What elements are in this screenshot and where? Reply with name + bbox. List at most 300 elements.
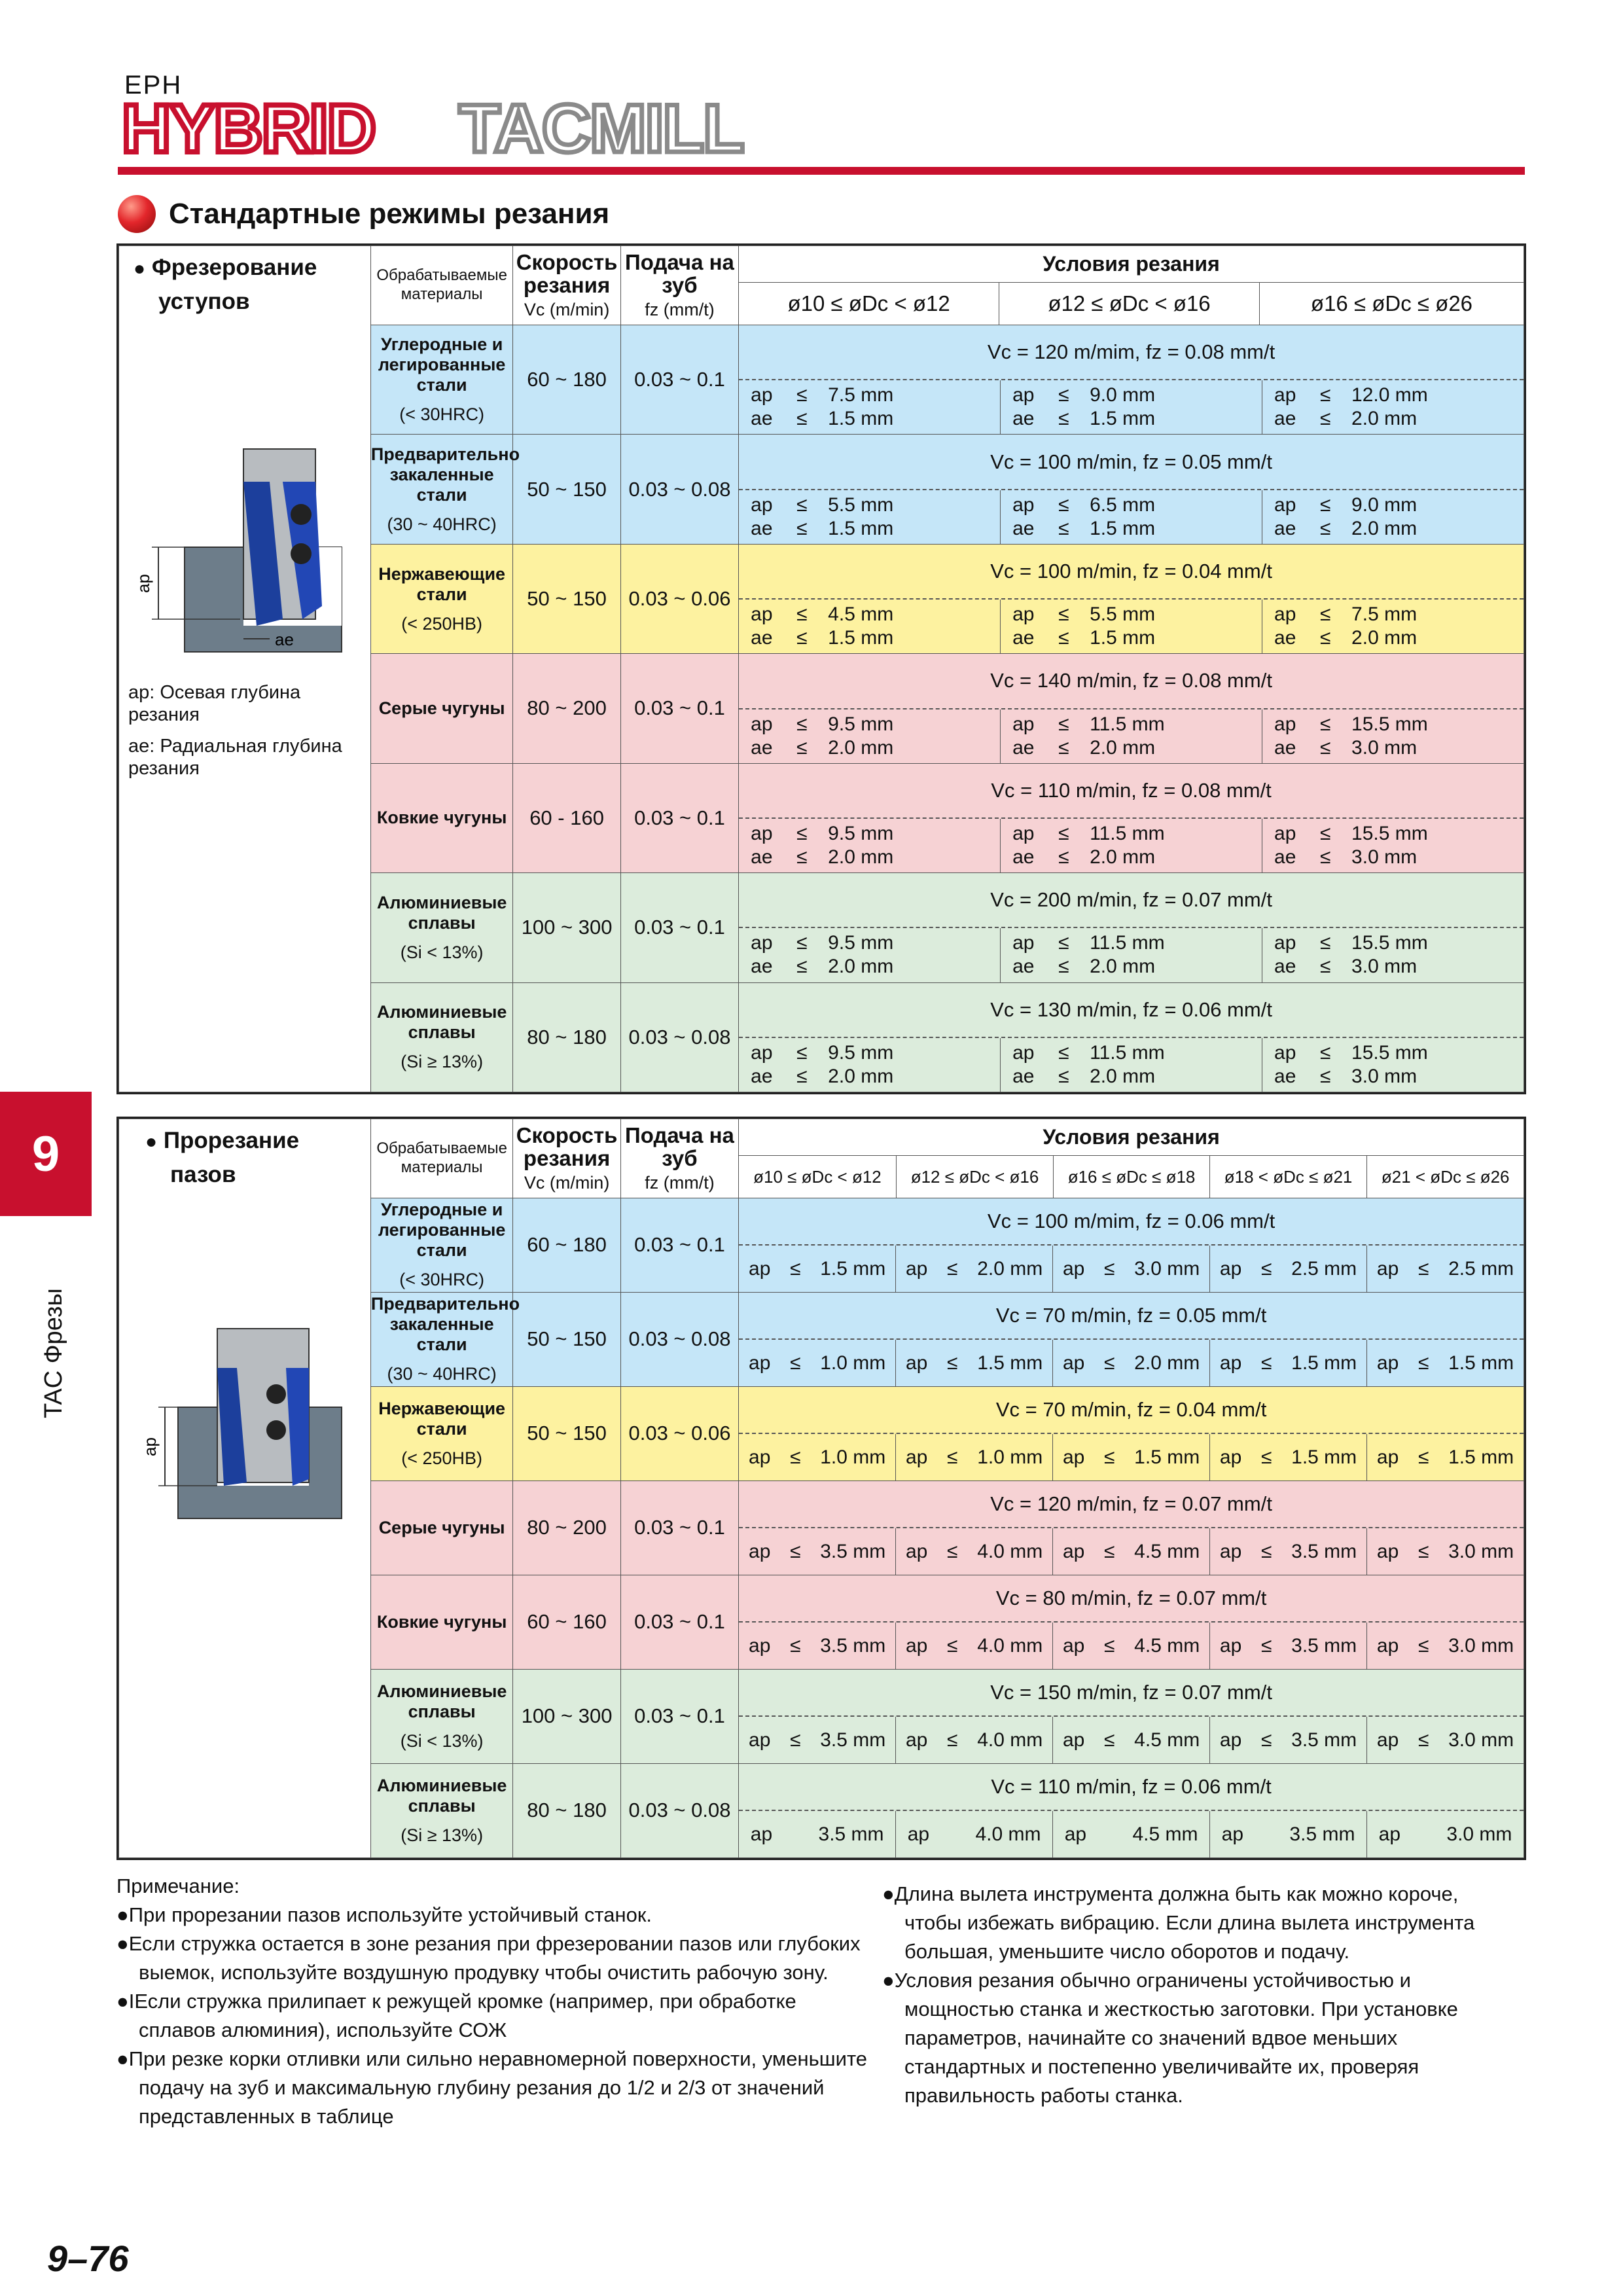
condition-text: Vc = 120 m/min, fz = 0.07 mm/t — [739, 1481, 1524, 1529]
depth-value: 3.0 mm — [1351, 846, 1418, 869]
material-name: Углеродные и легированные стали — [378, 334, 506, 395]
depth-value: 2.5 mm — [1448, 1257, 1514, 1280]
depth-value: 4.0 mm — [977, 1729, 1043, 1751]
le-sign: ≤ — [1058, 823, 1069, 845]
material-hardness: (Si ≥ 13%) — [401, 1825, 484, 1845]
material-cell — [370, 1763, 513, 1857]
depth-cell — [1366, 1434, 1524, 1480]
depth-symbol: ap — [749, 1352, 771, 1374]
depth-value: 11.5 mm — [1090, 932, 1165, 954]
section-heading — [118, 191, 609, 237]
svg-text:ap: ap — [140, 1437, 160, 1456]
depth-cell — [895, 1623, 1052, 1669]
depth-cell — [1366, 1528, 1524, 1575]
depth-symbol: ap — [749, 1257, 771, 1280]
condition-text: Vc = 70 m/min, fz = 0.05 mm/t — [739, 1293, 1524, 1340]
depth-symbol: ap — [751, 493, 773, 516]
depth-cell — [1366, 1623, 1524, 1669]
slot-illustration-cell — [119, 1119, 371, 1858]
depth-value: 4.5 mm — [1134, 1634, 1200, 1657]
depth-cell — [1052, 1340, 1209, 1386]
speed-cell: 50 ~ 150 — [513, 544, 620, 653]
depth-value: 1.5 mm — [828, 627, 894, 649]
depth-cell — [1262, 709, 1524, 763]
depth-value: 3.5 mm — [1289, 1823, 1355, 1845]
feed-cell: 0.03 ~ 0.06 — [620, 544, 738, 653]
depth-value: 1.5 mm — [977, 1352, 1043, 1374]
depth-symbol: ae — [1012, 627, 1035, 649]
depth-cell — [739, 600, 1000, 653]
material-hardness: (< 250HB) — [401, 1448, 483, 1468]
le-sign: ≤ — [1320, 956, 1331, 978]
depth-symbol: ae — [1274, 736, 1296, 759]
depth-value: 5.5 mm — [828, 493, 894, 516]
feed-cell: 0.03 ~ 0.1 — [620, 1669, 738, 1763]
depth-value: 1.0 mm — [820, 1352, 886, 1374]
depth-value: 6.5 mm — [1090, 493, 1156, 516]
le-sign: ≤ — [796, 1065, 808, 1087]
feed-cell: 0.03 ~ 0.1 — [620, 325, 738, 435]
material-name: Предварительно закаленные стали — [370, 444, 520, 505]
shoulder-milling-table — [116, 243, 1526, 1094]
le-sign: ≤ — [1418, 1257, 1429, 1280]
depth-value: 15.5 mm — [1351, 713, 1428, 735]
feed-cell: 0.03 ~ 0.1 — [620, 763, 738, 872]
depth-value: 1.0 mm — [977, 1446, 1043, 1468]
depth-cell — [739, 1434, 895, 1480]
le-sign: ≤ — [796, 1041, 808, 1064]
depth-value: 2.0 mm — [828, 956, 894, 978]
depth-value: 2.0 mm — [828, 846, 894, 869]
material-name: Углеродные и легированные стали — [378, 1200, 506, 1261]
depth-cell — [895, 1528, 1052, 1575]
depth-symbol: ap — [1274, 932, 1296, 954]
depth-value: 2.0 mm — [1090, 1065, 1156, 1087]
depth-value: 3.5 mm — [820, 1540, 886, 1562]
le-sign: ≤ — [1320, 408, 1331, 430]
speed-cell: 50 ~ 150 — [513, 435, 620, 544]
depth-value: 15.5 mm — [1351, 823, 1428, 845]
feed-cell: 0.03 ~ 0.08 — [620, 982, 738, 1092]
slotting-table — [116, 1117, 1526, 1860]
material-cell — [370, 1292, 520, 1386]
le-sign: ≤ — [1320, 384, 1331, 406]
condition-text: Vc = 100 m/min, fz = 0.05 mm/t — [739, 435, 1524, 490]
speed-cell: 100 ~ 300 — [513, 1669, 620, 1763]
depth-cell — [1262, 1038, 1524, 1092]
depth-cell — [1000, 600, 1262, 653]
depth-cell — [1262, 380, 1524, 434]
feed-cell: 0.03 ~ 0.1 — [620, 1480, 738, 1575]
depth-value: 15.5 mm — [1351, 932, 1428, 954]
depth-cell — [1000, 490, 1262, 544]
material-cell — [370, 1575, 513, 1669]
depth-value: 1.5 mm — [828, 408, 894, 430]
depth-cell — [1262, 600, 1524, 653]
depth-value: 11.5 mm — [1090, 713, 1165, 735]
condition-text: Vc = 200 m/min, fz = 0.07 mm/t — [739, 873, 1524, 928]
depth-cell — [739, 819, 1000, 872]
depth-symbol: ap — [907, 1823, 930, 1845]
material-cell — [370, 1198, 513, 1292]
conditions-cell — [739, 1763, 1524, 1857]
material-cell — [370, 544, 513, 653]
depth-cell — [1000, 819, 1262, 872]
material-cell — [370, 763, 513, 872]
depth-value: 2.0 mm — [1090, 956, 1156, 978]
range-header: ø10 ≤ øDc < ø12 — [739, 283, 999, 325]
le-sign: ≤ — [1260, 1352, 1272, 1374]
conditions-cell — [739, 1386, 1524, 1480]
notes-heading: Примечание: — [116, 1874, 240, 1897]
depth-symbol: ap — [1219, 1540, 1242, 1562]
depth-value: 2.0 mm — [977, 1257, 1043, 1280]
conditions-cell — [739, 1292, 1524, 1386]
le-sign: ≤ — [1058, 408, 1069, 430]
notes-left — [116, 1872, 869, 2131]
depth-value: 2.0 mm — [1134, 1352, 1200, 1374]
depth-symbol: ap — [1274, 384, 1296, 406]
depth-value: 7.5 mm — [1351, 603, 1418, 626]
le-sign: ≤ — [1104, 1257, 1115, 1280]
depth-cell — [895, 1811, 1052, 1857]
le-sign: ≤ — [1320, 932, 1331, 954]
le-sign: ≤ — [1058, 713, 1069, 735]
header-rule — [118, 167, 1525, 175]
depth-cell — [739, 1623, 895, 1669]
page-number: 9–76 — [47, 2238, 129, 2279]
feed-cell: 0.03 ~ 0.08 — [620, 1292, 738, 1386]
depth-value: 15.5 mm — [1351, 1041, 1428, 1064]
depth-value: 1.5 mm — [1134, 1446, 1200, 1468]
depth-cell — [739, 1811, 895, 1857]
depth-cell — [1052, 1246, 1209, 1292]
le-sign: ≤ — [796, 713, 808, 735]
depth-value: 4.5 mm — [1132, 1823, 1198, 1845]
range-header: ø10 ≤ øDc < ø12 — [739, 1156, 897, 1198]
conditions-cell — [739, 1575, 1524, 1669]
depth-symbol: ap — [751, 384, 773, 406]
depth-symbol: ae — [1274, 517, 1296, 539]
depth-cell — [739, 1717, 895, 1763]
condition-text: Vc = 150 m/min, fz = 0.07 mm/t — [739, 1670, 1524, 1717]
le-sign: ≤ — [1104, 1634, 1115, 1657]
depth-symbol: ae — [751, 1065, 773, 1087]
material-name: Нержавеющие стали — [378, 564, 506, 604]
chapter-tab: 9 — [0, 1092, 92, 1216]
depth-symbol: ae — [1012, 956, 1035, 978]
depth-value: 9.0 mm — [1351, 493, 1418, 516]
le-sign: ≤ — [1260, 1257, 1272, 1280]
depth-symbol: ap — [1376, 1729, 1399, 1751]
depth-symbol: ae — [1012, 517, 1035, 539]
depth-symbol: ap — [1062, 1729, 1085, 1751]
col-header-speed: Скорость резания Vc (m/min) — [513, 1119, 620, 1198]
feed-cell: 0.03 ~ 0.06 — [620, 1386, 738, 1480]
depth-symbol: ap — [1274, 493, 1296, 516]
col-header-materials: Обрабатываемые материалы — [370, 1119, 513, 1198]
conditions-cell — [739, 1480, 1524, 1575]
speed-cell: 60 ~ 180 — [513, 325, 620, 435]
depth-value: 1.5 mm — [1090, 627, 1156, 649]
material-cell — [370, 654, 513, 763]
material-hardness: (30 ~ 40HRC) — [387, 514, 497, 534]
conditions-cell — [739, 1198, 1524, 1292]
depth-value: 3.5 mm — [818, 1823, 884, 1845]
material-name: Алюминиевые сплавы — [376, 1681, 507, 1721]
le-sign: ≤ — [790, 1446, 801, 1468]
le-sign: ≤ — [1058, 932, 1069, 954]
depth-cell — [1209, 1246, 1366, 1292]
conditions-cell — [739, 982, 1524, 1092]
depth-value: 1.5 mm — [1090, 408, 1156, 430]
depth-cell — [739, 1246, 895, 1292]
depth-value: 3.0 mm — [1134, 1257, 1200, 1280]
col-header-speed: Скорость резания Vc (m/min) — [513, 246, 620, 325]
depth-cell — [1052, 1811, 1209, 1857]
depth-symbol: ap — [1062, 1634, 1085, 1657]
le-sign: ≤ — [1320, 627, 1331, 649]
depth-symbol: ap — [1012, 932, 1035, 954]
speed-cell: 80 ~ 180 — [513, 982, 620, 1092]
speed-cell: 60 ~ 160 — [513, 1575, 620, 1669]
depth-symbol: ae — [1274, 1065, 1296, 1087]
le-sign: ≤ — [1260, 1540, 1272, 1562]
condition-text: Vc = 110 m/min, fz = 0.06 mm/t — [739, 1764, 1524, 1812]
ae-legend-text: : Радиальная глубина резания — [128, 736, 342, 779]
material-name: Алюминиевые сплавы — [376, 892, 507, 933]
depth-symbol: ap — [1376, 1352, 1399, 1374]
depth-value: 9.5 mm — [828, 932, 894, 954]
material-name: Предварительно закаленные стали — [370, 1294, 520, 1355]
depth-value: 3.5 mm — [1291, 1540, 1357, 1562]
depth-cell — [1366, 1340, 1524, 1386]
depth-symbol: ap — [1376, 1540, 1399, 1562]
depth-symbol: ap — [749, 1729, 771, 1751]
logo-tacmill: TACMILL — [459, 91, 743, 167]
depth-value: 2.0 mm — [828, 736, 894, 759]
depth-symbol: ap — [1062, 1352, 1085, 1374]
depth-value: 1.5 mm — [1291, 1352, 1357, 1374]
depth-symbol: ap — [1012, 384, 1035, 406]
depth-symbol: ae — [1274, 956, 1296, 978]
col-header-conditions: Условия резания — [739, 246, 1524, 283]
le-sign: ≤ — [1320, 603, 1331, 626]
le-sign: ≤ — [947, 1352, 958, 1374]
range-header: ø18 < øDc ≤ ø21 — [1209, 1156, 1367, 1198]
le-sign: ≤ — [1418, 1540, 1429, 1562]
le-sign: ≤ — [1058, 627, 1069, 649]
depth-value: 2.0 mm — [1351, 517, 1418, 539]
condition-text: Vc = 70 m/min, fz = 0.04 mm/t — [739, 1387, 1524, 1435]
depth-value: 2.0 mm — [1090, 736, 1156, 759]
depth-cell — [1000, 380, 1262, 434]
material-cell — [370, 325, 513, 435]
depth-symbol: ap — [1274, 1041, 1296, 1064]
depth-value: 3.5 mm — [820, 1729, 886, 1751]
le-sign: ≤ — [1058, 846, 1069, 869]
depth-symbol: ap — [751, 823, 773, 845]
chapter-label — [33, 1247, 72, 1424]
note-item: ●Длина вылета инструмента должна быть как можно короче, чтобы избежать вибрацию. Если длина вылета инструмента большая, уменьшите число оборотов и подачу. — [882, 1882, 1475, 1963]
le-sign: ≤ — [796, 736, 808, 759]
material-cell — [370, 982, 513, 1092]
le-sign: ≤ — [1058, 736, 1069, 759]
depth-value: 4.5 mm — [1134, 1729, 1200, 1751]
depth-symbol: ae — [751, 846, 773, 869]
depth-symbol: ap — [905, 1446, 928, 1468]
speed-cell: 50 ~ 150 — [513, 1292, 620, 1386]
le-sign: ≤ — [1260, 1634, 1272, 1657]
depth-cell — [1000, 709, 1262, 763]
depth-cell — [1052, 1528, 1209, 1575]
depth-symbol: ap — [751, 1041, 773, 1064]
depth-value: 3.0 mm — [1448, 1540, 1514, 1562]
depth-value: 3.0 mm — [1351, 736, 1418, 759]
depth-symbol: ae — [1012, 408, 1035, 430]
le-sign: ≤ — [1104, 1729, 1115, 1751]
material-hardness: (< 30HRC) — [399, 404, 485, 425]
svg-text:ap: ap — [134, 574, 153, 593]
depth-symbol: ap — [905, 1729, 928, 1751]
depth-cell — [1209, 1528, 1366, 1575]
conditions-cell — [739, 435, 1524, 544]
depth-value: 3.5 mm — [820, 1634, 886, 1657]
depth-symbol: ap — [1062, 1257, 1085, 1280]
depth-value: 2.0 mm — [1351, 627, 1418, 649]
le-sign: ≤ — [796, 627, 808, 649]
le-sign: ≤ — [790, 1540, 801, 1562]
conditions-cell — [739, 763, 1524, 872]
col-header-materials: Обрабатываемые материалы — [370, 246, 513, 325]
le-sign: ≤ — [947, 1634, 958, 1657]
depth-cell — [739, 1528, 895, 1575]
speed-cell: 80 ~ 200 — [513, 1480, 620, 1575]
conditions-cell — [739, 544, 1524, 653]
material-hardness: (Si < 13%) — [400, 1731, 484, 1751]
insert-screw-icon — [266, 1384, 286, 1404]
feed-cell: 0.03 ~ 0.1 — [620, 1198, 738, 1292]
speed-cell: 100 ~ 300 — [513, 873, 620, 982]
ap-legend-text: : Осевая глубина резания — [128, 682, 301, 725]
depth-symbol: ae — [751, 517, 773, 539]
shoulder-illustration-cell — [119, 246, 371, 1092]
depth-value: 2.0 mm — [828, 1065, 894, 1087]
slot-milling-illustration — [140, 1316, 361, 1525]
range-header: ø12 ≤ øDc < ø16 — [999, 283, 1260, 325]
condition-text: Vc = 140 m/min, fz = 0.08 mm/t — [739, 654, 1524, 709]
le-sign: ≤ — [1320, 823, 1331, 845]
depth-value: 1.0 mm — [820, 1446, 886, 1468]
feed-cell: 0.03 ~ 0.1 — [620, 654, 738, 763]
conditions-cell — [739, 325, 1524, 435]
col-header-conditions: Условия резания — [739, 1119, 1524, 1156]
depth-symbol: ap — [1012, 713, 1035, 735]
depth-value: 4.5 mm — [1134, 1540, 1200, 1562]
depth-value: 9.5 mm — [828, 713, 894, 735]
depth-symbol: ap — [1376, 1634, 1399, 1657]
depth-value: 4.0 mm — [977, 1634, 1043, 1657]
depth-symbol: ae — [1274, 408, 1296, 430]
depth-value: 3.0 mm — [1448, 1634, 1514, 1657]
le-sign: ≤ — [796, 493, 808, 516]
depth-value: 3.5 mm — [1291, 1729, 1357, 1751]
feed-cell: 0.03 ~ 0.08 — [620, 1763, 738, 1857]
depth-symbol: ap — [1012, 1041, 1035, 1064]
depth-cell — [1262, 490, 1524, 544]
speed-cell: 50 ~ 150 — [513, 1386, 620, 1480]
depth-value: 1.5 mm — [1448, 1352, 1514, 1374]
material-name: Серые чугуны — [378, 1517, 505, 1537]
depth-value: 1.5 mm — [1090, 517, 1156, 539]
col-header-feed: Подача на зуб fz (mm/t) — [620, 1119, 738, 1198]
le-sign: ≤ — [1058, 517, 1069, 539]
col-header-feed: Подача на зуб fz (mm/t) — [620, 246, 738, 325]
depth-value: 4.0 mm — [977, 1540, 1043, 1562]
depth-cell — [1052, 1434, 1209, 1480]
shoulder-milling-illustration — [132, 442, 368, 658]
material-hardness: (< 250HB) — [401, 613, 483, 634]
le-sign: ≤ — [796, 846, 808, 869]
depth-symbol: ae — [1012, 1065, 1035, 1087]
depth-cell — [739, 490, 1000, 544]
condition-text: Vc = 130 m/min, fz = 0.06 mm/t — [739, 983, 1524, 1038]
depth-cell — [1000, 1038, 1262, 1092]
svg-text:ae: ae — [275, 630, 294, 649]
depth-symbol: ae — [1274, 846, 1296, 869]
depth-cell — [895, 1340, 1052, 1386]
material-hardness: (< 30HRC) — [399, 1270, 485, 1290]
feed-cell: 0.03 ~ 0.08 — [620, 435, 738, 544]
speed-cell: 80 ~ 180 — [513, 1763, 620, 1857]
depth-value: 3.0 mm — [1448, 1729, 1514, 1751]
shoulder-title: ● Фрезерование уступов — [134, 255, 317, 314]
depth-symbol: ap — [749, 1634, 771, 1657]
depth-value: 2.0 mm — [1090, 846, 1156, 869]
depth-symbol: ap — [1012, 603, 1035, 626]
le-sign: ≤ — [796, 517, 808, 539]
depth-symbol: ae — [1012, 846, 1035, 869]
note-item: ●Если стружка остается в зоне резания при фрезеровании пазов или глубоких выемок, используйте воздушную продувку чтобы очистить рабочую зону. — [116, 1932, 861, 1984]
le-sign: ≤ — [1058, 1065, 1069, 1087]
depth-cell — [895, 1246, 1052, 1292]
depth-symbol: ae — [751, 956, 773, 978]
le-sign: ≤ — [1260, 1729, 1272, 1751]
note-item: ●При прорезании пазов используйте устойчивый станок. — [116, 1903, 652, 1926]
material-cell — [370, 1386, 513, 1480]
le-sign: ≤ — [1058, 384, 1069, 406]
depth-symbol: ap — [1274, 713, 1296, 735]
depth-symbol: ap — [751, 932, 773, 954]
material-name: Серые чугуны — [378, 698, 505, 718]
depth-cell — [1209, 1434, 1366, 1480]
le-sign: ≤ — [1320, 493, 1331, 516]
material-hardness: (Si ≥ 13%) — [401, 1052, 484, 1072]
depth-cell — [1262, 819, 1524, 872]
depth-value: 3.0 mm — [1446, 1823, 1512, 1845]
note-item: ●При резке корки отливки или сильно неравномерной поверхности, уменьшите подачу на зуб и максимальную глубину резания до 1/2 и 2/3 от значений представленных в таблице — [116, 2047, 868, 2128]
le-sign: ≤ — [1320, 736, 1331, 759]
conditions-cell — [739, 1669, 1524, 1763]
notes-right — [882, 1880, 1510, 2110]
hybrid-tacmill-logo — [122, 91, 829, 167]
le-sign: ≤ — [1058, 493, 1069, 516]
depth-value: 1.5 mm — [828, 517, 894, 539]
le-sign: ≤ — [947, 1540, 958, 1562]
depth-value: 3.0 mm — [1351, 956, 1418, 978]
le-sign: ≤ — [796, 384, 808, 406]
depth-symbol: ap — [1219, 1257, 1242, 1280]
